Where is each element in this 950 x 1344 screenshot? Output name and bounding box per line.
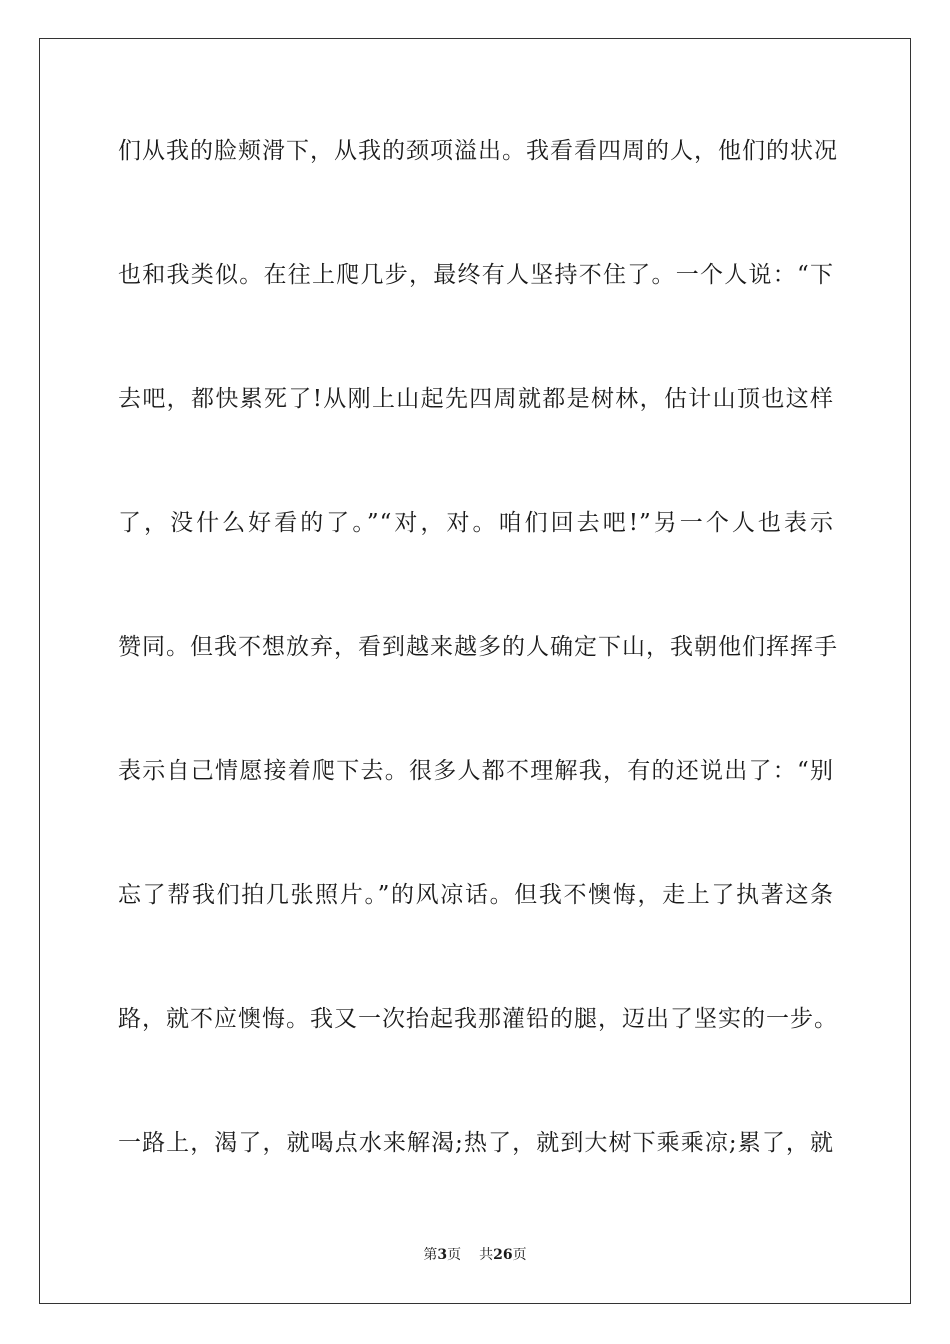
text-line-1: 们从我的脸颊滑下，从我的颈项溢出。我看看四周的人，他们的状况 <box>118 138 838 164</box>
text-line-7: 忘了帮我们拍几张照片。”的风凉话。但我不懊悔，走上了执著这条 <box>118 882 834 908</box>
page-suffix: 页 <box>447 1247 462 1263</box>
page-prefix: 第 <box>423 1247 438 1263</box>
page-border <box>39 38 911 1304</box>
text-line-3: 去吧，都快累死了!从刚上山起先四周就都是树林，估计山顶也这样 <box>118 386 834 412</box>
page-number: 3 <box>437 1247 448 1263</box>
text-line-9: 一路上，渴了，就喝点水来解渴;热了，就到大树下乘乘凉;累了，就 <box>118 1130 834 1156</box>
page-footer <box>0 1245 950 1265</box>
total-prefix: 共 <box>479 1247 494 1263</box>
text-line-6: 表示自己情愿接着爬下去。很多人都不理解我，有的还说出了：“别 <box>118 758 834 784</box>
text-line-5: 赞同。但我不想放弃，看到越来越多的人确定下山，我朝他们挥挥手 <box>118 634 838 660</box>
text-line-4: 了，没什么好看的了。”“对，对。咱们回去吧!”另一个人也表示 <box>118 510 834 536</box>
total-suffix: 页 <box>512 1247 527 1263</box>
text-line-8: 路，就不应懊悔。我又一次抬起我那灌铅的腿，迈出了坚实的一步。 <box>118 1006 838 1032</box>
total-pages: 26 <box>493 1247 513 1263</box>
text-line-2: 也和我类似。在往上爬几步，最终有人坚持不住了。一个人说：“下 <box>118 262 834 288</box>
